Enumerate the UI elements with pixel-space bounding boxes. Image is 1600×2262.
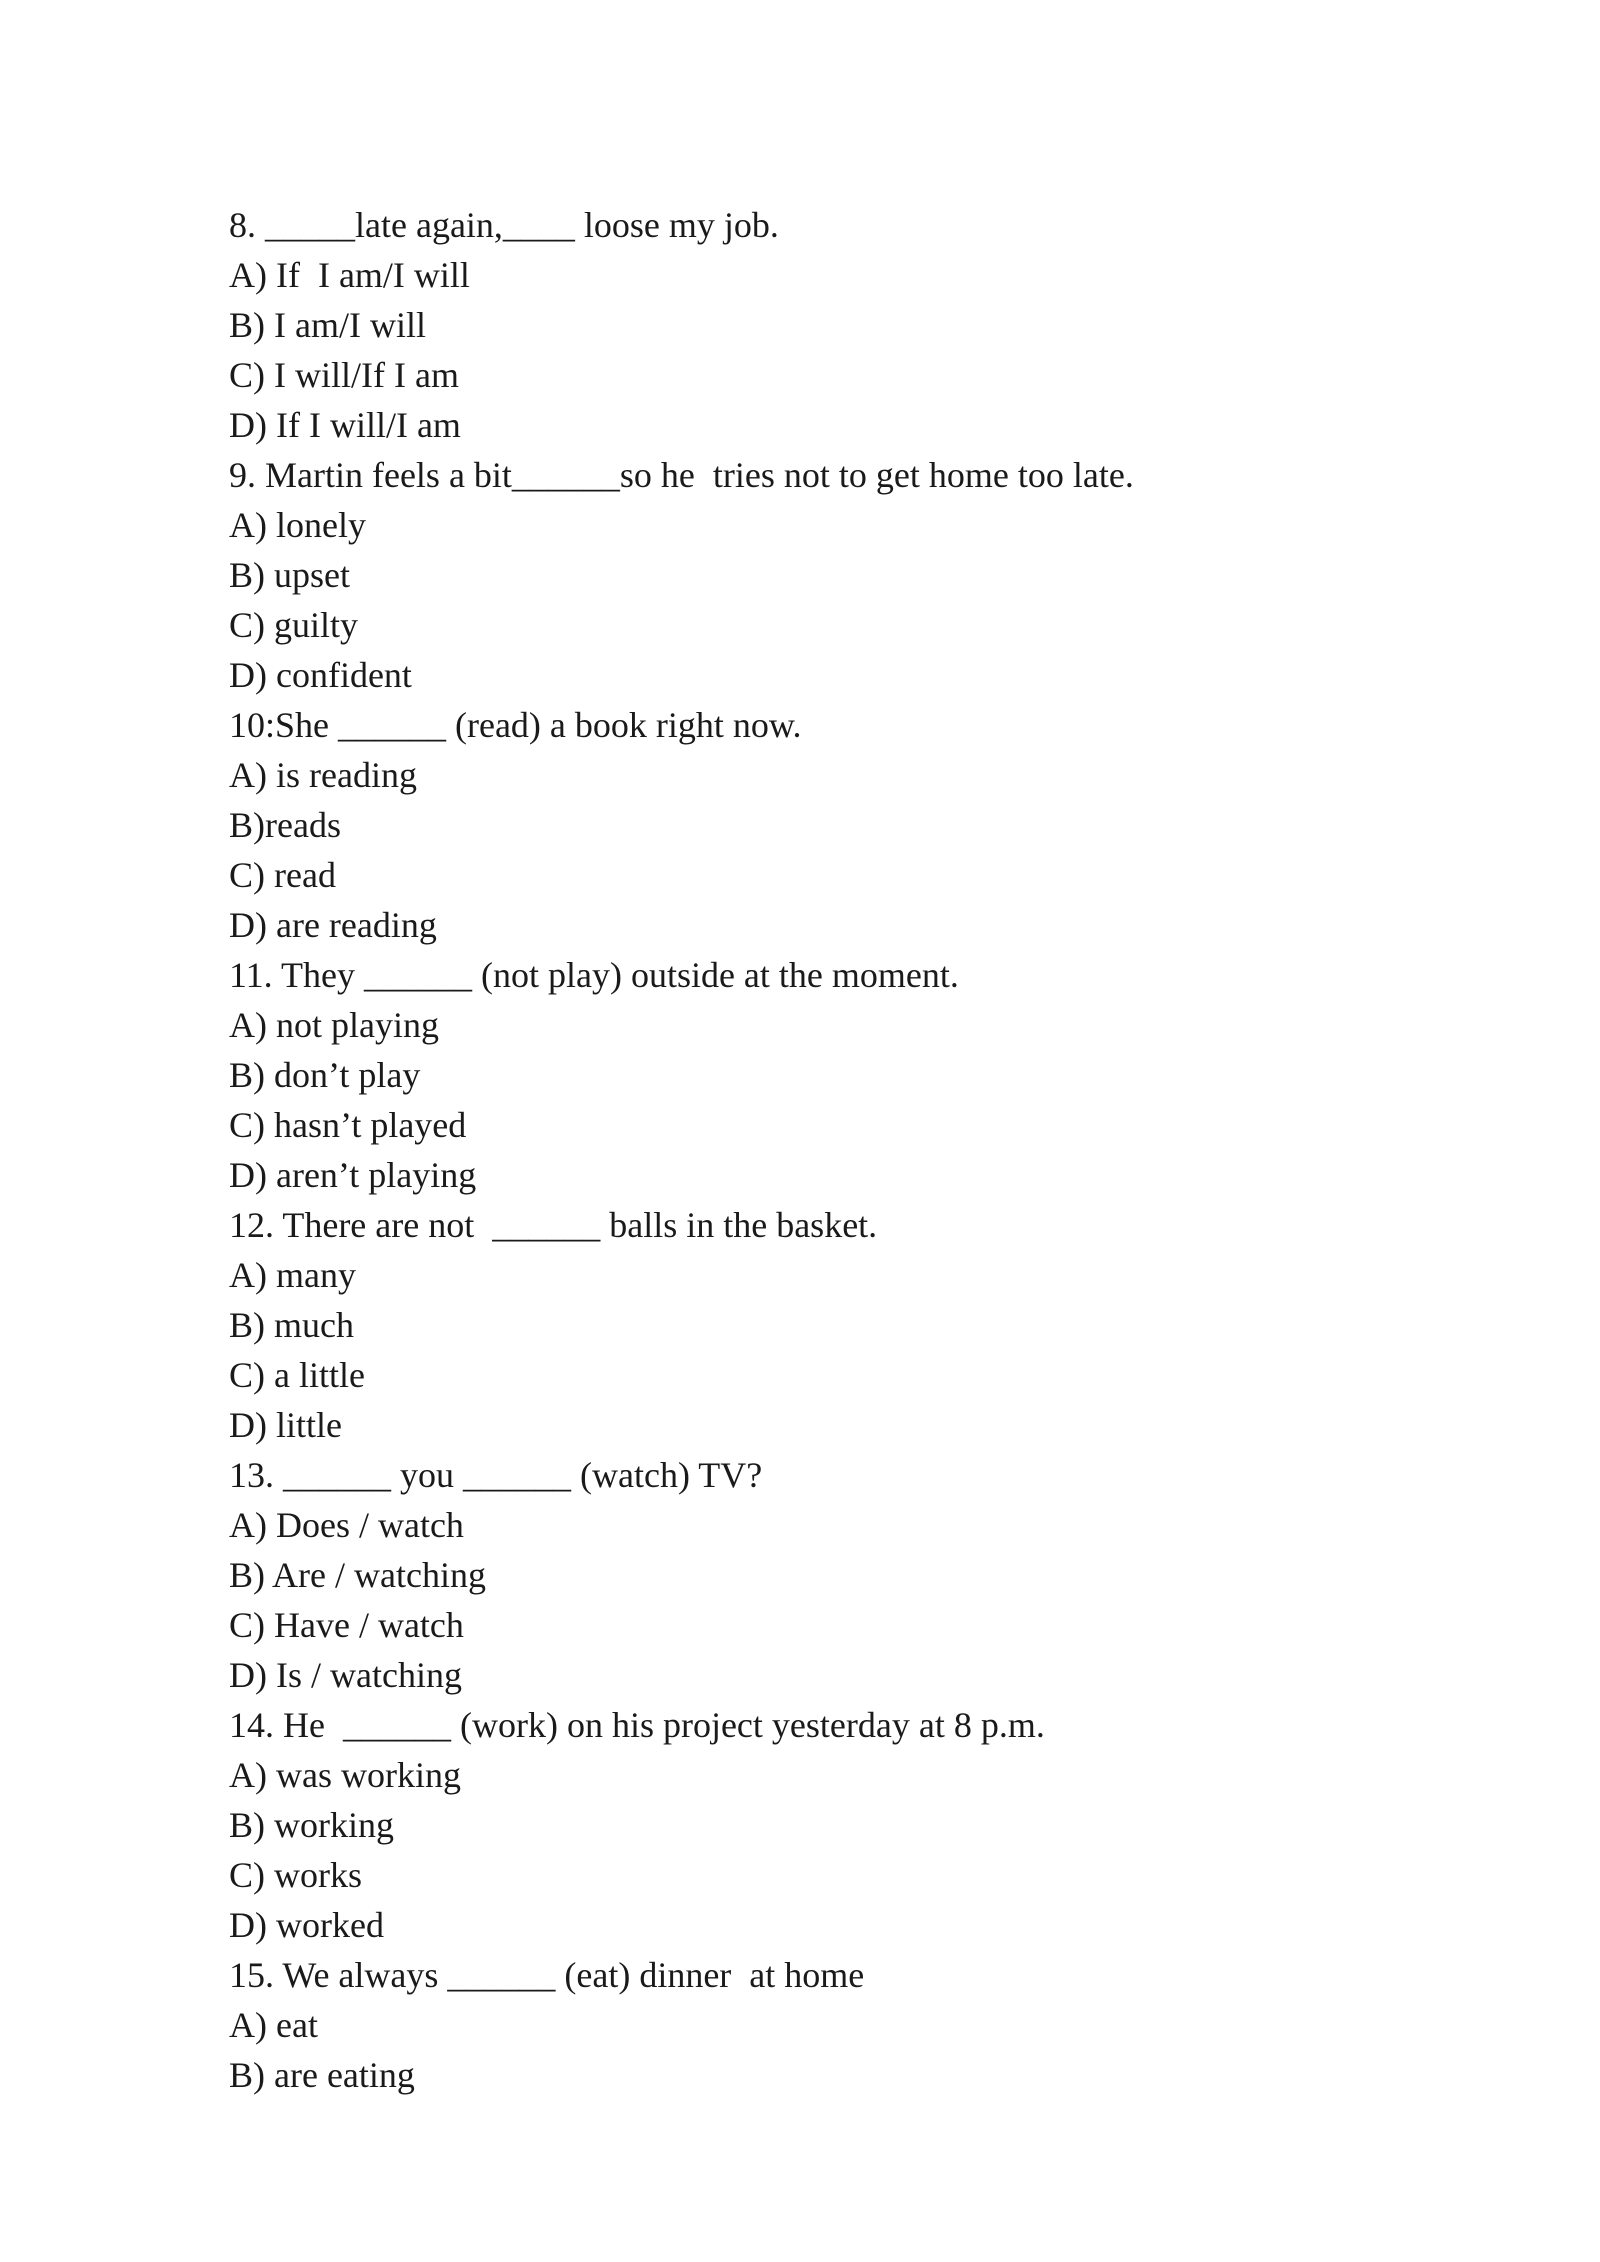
question-12-option-b: B) much	[229, 1305, 354, 1345]
question-13-option-c: C) Have / watch	[229, 1605, 464, 1645]
question-15-option-a: A) eat	[229, 2005, 318, 2045]
question-12-option-d: D) little	[229, 1405, 342, 1445]
question-8-option-d: D) If I will/I am	[229, 405, 461, 445]
question-list	[229, 200, 1529, 2100]
question-14-stem: 14. He ______ (work) on his project yesterday at 8 p.m.	[229, 1705, 1045, 1745]
question-10-option-b: B)reads	[229, 805, 341, 845]
question-11-option-a: A) not playing	[229, 1005, 439, 1045]
question-9-option-d: D) confident	[229, 655, 412, 695]
question-14-option-c: C) works	[229, 1855, 362, 1895]
question-13-stem: 13. ______ you ______ (watch) TV?	[229, 1455, 763, 1495]
question-14-option-a: A) was working	[229, 1755, 461, 1795]
question-10-stem: 10:She ______ (read) a book right now.	[229, 705, 802, 745]
question-9-option-b: B) upset	[229, 555, 350, 595]
question-11-option-b: B) don’t play	[229, 1055, 421, 1095]
question-8-option-b: B) I am/I will	[229, 305, 426, 345]
question-13-option-b: B) Are / watching	[229, 1555, 486, 1595]
question-9-stem: 9. Martin feels a bit______so he tries not to get home too late.	[229, 455, 1134, 495]
question-10-option-a: A) is reading	[229, 755, 417, 795]
question-9-option-c: C) guilty	[229, 605, 359, 645]
question-11-option-c: C) hasn’t played	[229, 1105, 467, 1145]
question-10-option-d: D) are reading	[229, 905, 437, 945]
question-14-option-d: D) worked	[229, 1905, 384, 1945]
question-12-stem: 12. There are not ______ balls in the basket.	[229, 1205, 878, 1245]
question-8-option-a: A) If I am/I will	[229, 255, 470, 295]
question-14-option-b: B) working	[229, 1805, 394, 1845]
question-12-option-c: C) a little	[229, 1355, 365, 1395]
question-15-stem: 15. We always ______ (eat) dinner at home	[229, 1955, 865, 1995]
question-8-option-c: C) I will/If I am	[229, 355, 459, 395]
question-15-option-b: B) are eating	[229, 2055, 415, 2095]
question-11-stem: 11. They ______ (not play) outside at the moment.	[229, 955, 959, 995]
question-12-option-a: A) many	[229, 1255, 356, 1295]
question-10-option-c: C) read	[229, 855, 336, 895]
question-13-option-a: A) Does / watch	[229, 1505, 464, 1545]
question-13-option-d: D) Is / watching	[229, 1655, 462, 1695]
question-9-option-a: A) lonely	[229, 505, 366, 545]
question-11-option-d: D) aren’t playing	[229, 1155, 477, 1195]
question-8-stem: 8. _____late again,____ loose my job.	[229, 205, 779, 245]
